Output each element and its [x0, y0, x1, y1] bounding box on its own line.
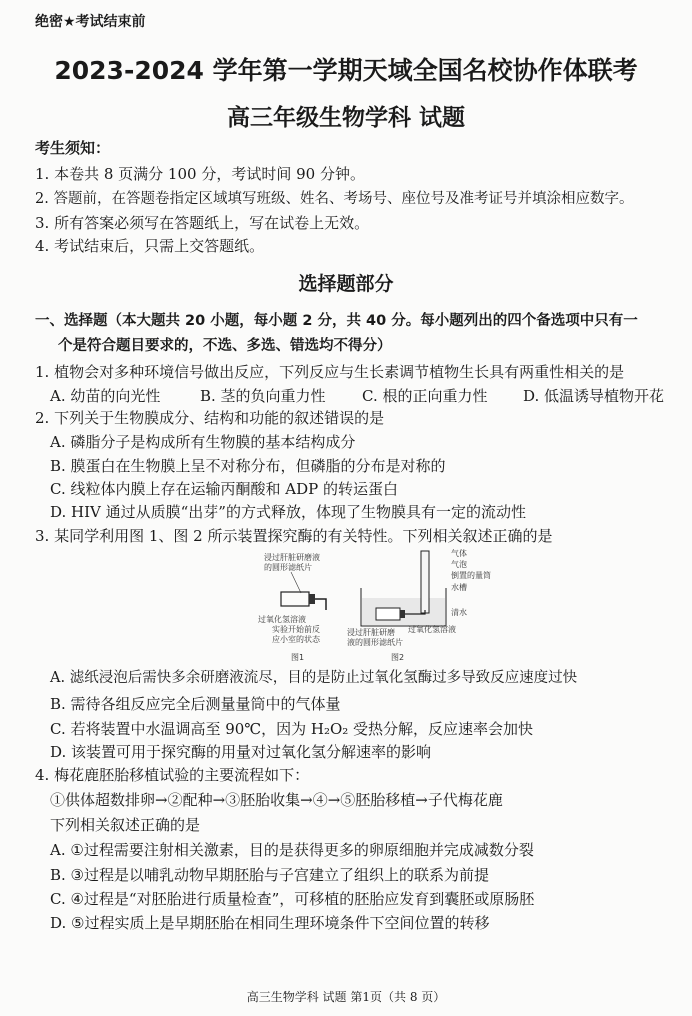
- q2-option-d: D. HIV 通过从质膜“出芽”的方式释放，体现了生物膜具有一定的流动性: [50, 503, 526, 521]
- fig1-paper-label: 浸过肝脏研磨液: [264, 553, 320, 562]
- fig1-state-label: 实验开始前反: [272, 625, 320, 634]
- enzyme-apparatus-figure: [246, 548, 491, 666]
- page-footer: 高三生物学科 试题 第1页（共 8 页）: [246, 990, 446, 1004]
- fig2-paper-label-2: 液的圆形滤纸片: [347, 638, 403, 647]
- notice-item: 3. 所有答案必须写在答题纸上，写在试卷上无效。: [35, 214, 370, 232]
- exam-title: 2023-2024 学年第一学期天域全国名校协作体联考: [54, 56, 638, 85]
- q3-option-b: B. 需待各组反应完全后测量量筒中的气体量: [50, 695, 341, 713]
- fig1-h2o2-label: 过氧化氢溶液: [258, 615, 306, 624]
- figure-2: [347, 548, 491, 662]
- section-heading: 一、选择题（本大题共 20 小题，每小题 2 分，共 40 分。每小题列出的四个备选项中只有一: [35, 313, 638, 329]
- fig2-caption: 图2: [391, 653, 405, 662]
- question-3-stem: 3. 某同学利用图 1、图 2 所示装置探究酶的有关特性。下列相关叙述正确的是: [35, 527, 553, 545]
- fig2-gas-label: 气体: [451, 549, 467, 558]
- fig2-water-label: 清水: [451, 608, 467, 617]
- notice-item: 1. 本卷共 8 页满分 100 分，考试时间 90 分钟。: [35, 165, 365, 183]
- notice-item: 2. 答题前，在答题卷指定区域填写班级、姓名、考场号、座位号及准考证号并填涂相应数字。: [35, 191, 634, 207]
- question-4-stem: 4. 梅花鹿胚胎移植试验的主要流程如下：: [35, 766, 310, 784]
- section-heading-cont: 个是符合题目要求的，不选、多选、错选均不得分）: [58, 338, 392, 354]
- part-title: 选择题部分: [298, 273, 394, 295]
- q4-option-b: B. ③过程是以哺乳动物早期胚胎与子宫建立了组织上的联系为前提: [50, 866, 490, 884]
- q3-option-d: D. 该装置可用于探究酶的用量对过氧化氢分解速率的影响: [50, 743, 432, 761]
- confidential-label: 绝密★考试结束前: [35, 14, 146, 30]
- q1-option-c: C. 根的正向重力性: [362, 387, 488, 405]
- q4-option-c: C. ④过程是“对胚胎进行质量检查”，可移植的胚胎应发育到囊胚或原肠胚: [50, 890, 535, 908]
- q1-option-b: B. 茎的负向重力性: [200, 387, 326, 405]
- q4-option-a: A. ①过程需要注射相关激素，目的是获得更多的卵原细胞并完成减数分裂: [50, 841, 534, 859]
- fig1-paper-label-2: 的圆形滤纸片: [264, 563, 312, 572]
- q4-flow: ①供体超数排卵→②配种→③胚胎收集→④→⑤胚胎移植→子代梅花鹿: [50, 791, 503, 809]
- question-2-stem: 2. 下列关于生物膜成分、结构和功能的叙述错误的是: [35, 409, 385, 427]
- notice-item: 4. 考试结束后，只需上交答题纸。: [35, 237, 265, 255]
- q1-option-a: A. 幼苗的向光性: [50, 387, 161, 405]
- q2-option-b: B. 膜蛋白在生物膜上呈不对称分布，但磷脂的分布是对称的: [50, 457, 446, 475]
- q3-option-a: A. 滤纸浸泡后需快多余研磨液流尽，目的是防止过氧化氢酶过多导致反应速度过快: [50, 670, 578, 686]
- notice-heading: 考生须知：: [35, 139, 111, 157]
- exam-subtitle: 高三年级生物学科 试题: [226, 105, 465, 131]
- question-1-stem: 1. 植物会对多种环境信号做出反应，下列反应与生长素调节植物生长具有两重性相关的是: [35, 363, 625, 381]
- q1-option-d: D. 低温诱导植物开花: [523, 387, 665, 405]
- fig2-tank-label: 水槽: [451, 583, 467, 592]
- q3-option-c: C. 若将装置中水温调高至 90℃，因为 H₂O₂ 受热分解，反应速率会加快: [50, 720, 534, 738]
- fig1-caption: 图1: [291, 653, 305, 662]
- q4-option-d: D. ⑤过程实质上是早期胚胎在相同生理环境条件下空间位置的转移: [50, 914, 490, 932]
- fig2-h2o2-label: 过氧化氢溶液: [408, 625, 456, 634]
- fig2-cylinder-label: 倒置的量筒: [451, 571, 491, 580]
- fig2-bubble-label: 气泡: [451, 560, 467, 569]
- fig2-paper-label: 浸过肝脏研磨: [347, 628, 395, 637]
- q2-option-a: A. 磷脂分子是构成所有生物膜的基本结构成分: [50, 433, 356, 451]
- q2-option-c: C. 线粒体内膜上存在运输丙酮酸和 ADP 的转运蛋白: [50, 480, 398, 498]
- q4-substem: 下列相关叙述正确的是: [50, 816, 201, 834]
- fig1-state-label-2: 应小室的状态: [272, 635, 320, 644]
- figure-1: [258, 552, 326, 662]
